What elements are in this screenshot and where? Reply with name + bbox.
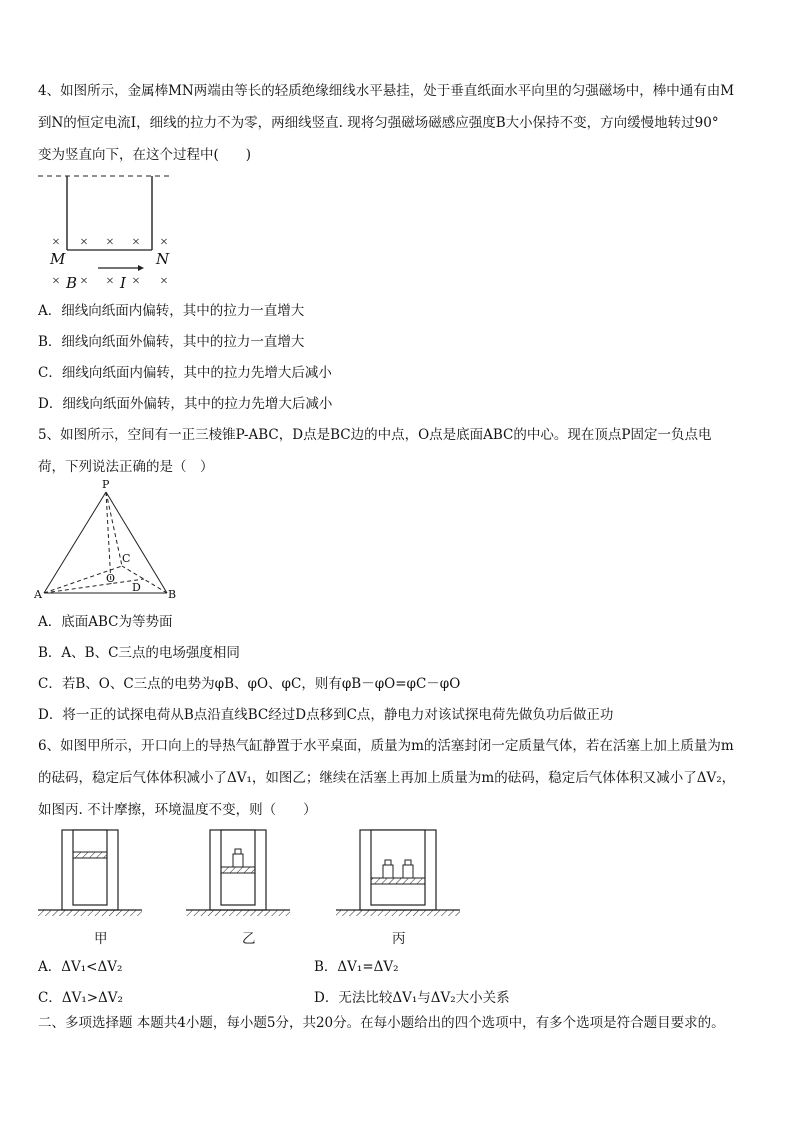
q6-cylinders-diagram (36, 826, 476, 924)
q6-option-a: A．ΔV₁<ΔV₂ (38, 959, 123, 975)
q4-option-a: A．细线向纸面内偏转，其中的拉力一直增大 (38, 303, 305, 319)
weight-1 (233, 854, 243, 867)
cylinder-yi (186, 830, 290, 916)
q5-figure (34, 480, 184, 606)
q4-stem-line1: 4、如图所示，金属棒MN两端由等长的轻质绝缘细线水平悬挂，处于垂直纸面水平向里的匀强磁场中，棒中通有由M (38, 83, 735, 99)
field-crosses-row1 (52, 235, 168, 250)
section2-heading: 二、多项选择题 本题共4小题，每小题5分，共20分。在每小题给出的四个选项中，有多个选项是符合题目要求的。 (38, 1015, 725, 1031)
edge-PA (44, 492, 106, 593)
label-M: M (50, 250, 66, 268)
caption-yi: 乙 (242, 931, 256, 947)
svg-text:×: × (160, 274, 168, 289)
q6-figure (36, 826, 476, 924)
cylinder-jia (38, 830, 142, 916)
q5-option-b: B．A、B、C三点的电场强度相同 (38, 645, 240, 661)
label-O: O (106, 572, 116, 585)
q5-option-c: C．若B、O、C三点的电势为φB、φO、φC，则有φB－φO=φC－φO (38, 676, 461, 692)
segment-AD (44, 579, 144, 593)
weight-3 (403, 865, 413, 878)
q5-stem-line1: 5、如图所示，空间有一正三棱锥P-ABC，D点是BC边的中点，O点是底面ABC的中心。现在顶点P固定一负点电 (38, 427, 712, 443)
label-D: D (132, 581, 141, 594)
q5-option-a: A．底面ABC为等势面 (38, 614, 173, 630)
q6-stem-line3: 如图丙. 不计摩擦，环境温度不变，则（ ） (38, 802, 317, 818)
q4-option-c: C．细线向纸面内偏转，其中的拉力先增大后减小 (38, 365, 332, 381)
cylinder-bing (336, 830, 460, 916)
label-B: B (168, 588, 177, 601)
svg-text:×: × (52, 274, 60, 289)
label-I: I (120, 274, 126, 292)
caption-bing: 丙 (392, 931, 406, 947)
svg-text:×: × (160, 235, 168, 250)
q4-stem-line2: 到N的恒定电流I，细线的拉力不为零，两细线竖直. 现将匀强磁场磁感应强度B大小保持不变，方向缓慢地转过90° (38, 115, 719, 131)
q4-option-d: D．细线向纸面外偏转，其中的拉力先增大后减小 (38, 396, 333, 412)
q5-option-d: D．将一正的试探电荷从B点沿直线BC经过D点移到C点，静电力对该试探电荷先做负功后做正功 (38, 707, 614, 723)
caption-jia: 甲 (94, 931, 108, 947)
label-C: C (122, 552, 131, 565)
svg-text:×: × (80, 274, 88, 289)
q6-option-d: D．无法比较ΔV₁与ΔV₂大小关系 (314, 990, 510, 1006)
q6-stem-line2: 的砝码，稳定后气体体积减小了ΔV₁，如图乙；继续在活塞上再加上质量为m的砝码，稳定后气体体积又减小了ΔV₂， (38, 770, 736, 786)
q4-stem-line3: 变为竖直向下，在这个过程中( ) (38, 147, 252, 163)
q4-figure (36, 168, 186, 298)
svg-text:×: × (132, 274, 140, 289)
q6-option-b: B．ΔV₁=ΔV₂ (314, 959, 399, 975)
q5-stem-line2: 荷，下列说法正确的是（ ） (38, 459, 214, 475)
label-B: B (66, 274, 78, 292)
label-A: A (34, 588, 42, 601)
svg-text:×: × (132, 235, 140, 250)
q5-pyramid-diagram (34, 480, 184, 606)
svg-text:×: × (80, 235, 88, 250)
svg-text:×: × (106, 235, 114, 250)
svg-text:×: × (52, 235, 60, 250)
label-N: N (156, 250, 170, 268)
label-P: P (102, 478, 110, 491)
q4-magnetic-field-diagram (36, 168, 186, 298)
q6-stem-line1: 6、如图甲所示，开口向上的导热气缸静置于水平桌面，质量为m的活塞封闭一定质量气体，若在活塞上加上质量为m (38, 738, 734, 754)
edge-BC (122, 566, 167, 593)
weight-2 (383, 865, 393, 878)
svg-text:×: × (106, 274, 114, 289)
current-arrowhead (138, 265, 144, 271)
q4-option-b: B．细线向纸面外偏转，其中的拉力一直增大 (38, 334, 305, 350)
q6-option-c: C．ΔV₁>ΔV₂ (38, 990, 123, 1006)
edge-PB (106, 492, 167, 593)
